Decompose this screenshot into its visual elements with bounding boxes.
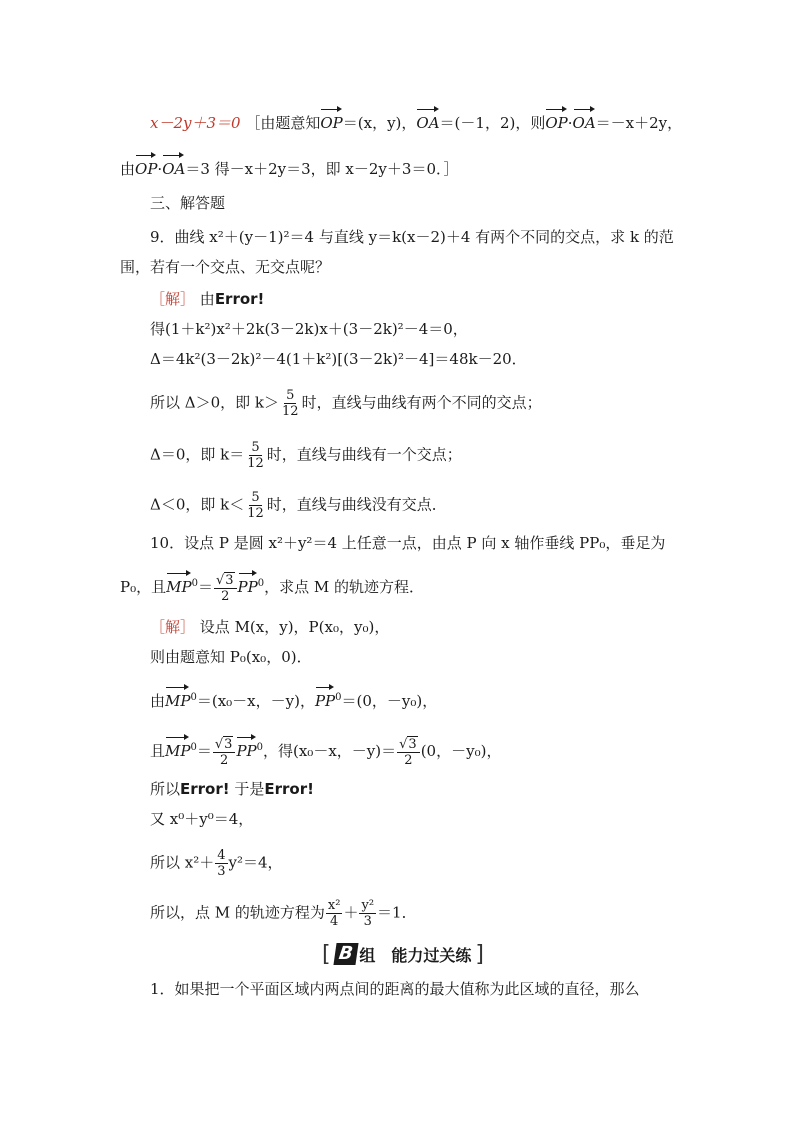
fraction: $\frac{\text{x²}}{4}$ [327, 898, 341, 929]
solution-label: ［解］ [150, 618, 196, 636]
q8-answer: x－2y＋3＝0 [150, 114, 241, 132]
group-b-badge: B [333, 943, 358, 965]
vector-oa: OA [416, 106, 439, 134]
vector-pp0: PP [236, 734, 256, 762]
vector-pp0: PP [315, 684, 335, 712]
q9-text-line1: 9．曲线 x²＋(y－1)²＝4 与直线 y＝k(x－2)＋4 有两个不同的交点，求 k 的范 [150, 228, 674, 246]
q9-case-two-points: 所以 Δ＞0，即 k＞ $\frac{5}{12}$ 时，直线与曲线有两个不同的交点； [150, 388, 542, 419]
section-heading: 三、解答题 [150, 194, 226, 212]
q9-case-one-point: Δ＝0，即 k＝ $\frac{5}{12}$ 时，直线与曲线有一个交点； [150, 440, 462, 471]
q10-solution-start: ［解］ 设点 M(x，y)，P(x₀，y₀)， [150, 618, 390, 636]
q10-final: 所以，点 M 的轨迹方程为 $\frac{\text{x²}}{4}$ ＋ $\frac{\text{y²}}{3}$ ＝1． [150, 898, 417, 929]
error-placeholder: Error! [264, 780, 314, 798]
fraction-sqrt3-over-2: $\frac{√3}{2}$ [397, 737, 420, 768]
vector-op: OP [135, 152, 157, 180]
q10-text-line2: P₀，且$MP^0=$ $\frac{√3}{2}$ $PP^0$，求点 M 的轨迹方程． [120, 570, 424, 604]
group-b-label: 组 能力过关练 [359, 945, 472, 965]
fraction: $\frac{\text{y²}}{3}$ [361, 898, 375, 929]
vector-mp0: MP [165, 734, 190, 762]
vector-op: OP [545, 106, 567, 134]
fraction: $\frac{5}{12}$ [282, 388, 299, 419]
vector-mp0: MP [166, 570, 191, 598]
q10-step2: 则由题意知 P₀(x₀，0)． [150, 648, 312, 666]
q9-solution-start: ［解］ 由Error! [150, 290, 265, 308]
solution-label: ［解］ [150, 290, 196, 308]
q10-step5: 所以Error! 于是Error! [150, 780, 314, 798]
fraction-sqrt3-over-2: $\frac{√3}{2}$ [214, 573, 237, 604]
q10-step4: 且$MP^0=$ $\frac{√3}{2}$ $PP^0$，得(x₀－x，－y)＝ $\frac{√3}{2}$ (0，－y₀)， [150, 734, 501, 768]
q10-step3: 由$MP^0=(x_0-x$，－y)，$PP^0=(0$，－y₀)， [150, 684, 437, 712]
group-b-header: [ B 组 能力过关练 ] [322, 941, 484, 967]
q9-text-line2: 围，若有一个交点、无交点呢？ [120, 258, 331, 276]
q10-step6: 又 x⁰＋y⁰＝4， [150, 810, 254, 828]
vector-oa: OA [573, 106, 596, 134]
q9-eq2: Δ＝4k²(3－2k)²－4(1＋k²)[(3－2k)²－4]＝48k－20． [150, 350, 527, 368]
fraction: $\frac{5}{12}$ [247, 440, 264, 471]
q8-answer-line: x－2y＋3＝0 ［由题意知OP＝(x，y)，OA＝(－1，2)，则OP·OA＝－x＋2y， [150, 106, 682, 134]
b-q1-text: 1．如果把一个平面区域内两点间的距离的最大值称为此区域的直径，那么 [150, 980, 640, 998]
error-placeholder: Error! [214, 290, 265, 308]
vector-op: OP [320, 106, 342, 134]
q10-step7: 所以 x²＋ $\frac{4}{3}$ y²＝4， [150, 848, 283, 879]
vector-oa: OA [162, 152, 185, 180]
fraction: $\frac{4}{3}$ [217, 848, 226, 879]
q9-case-no-point: Δ＜0，即 k＜ $\frac{5}{12}$ 时，直线与曲线没有交点． [150, 490, 447, 521]
vector-pp0: PP [238, 570, 258, 598]
q8-hint-line2: 由OP·OA＝3 得－x＋2y＝3，即 x－2y＋3＝0．］ [120, 152, 459, 180]
error-placeholder: Error! [180, 780, 230, 798]
q9-eq1: 得(1＋k²)x²＋2k(3－2k)x＋(3－2k)²－4＝0， [150, 320, 468, 338]
q10-text-line1: 10．设点 P 是圆 x²＋y²＝4 上任意一点，由点 P 向 x 轴作垂线 PP₀，垂足为 [150, 534, 666, 552]
vector-mp0: MP [165, 684, 190, 712]
fraction: $\frac{5}{12}$ [247, 490, 264, 521]
fraction-sqrt3-over-2: $\frac{√3}{2}$ [213, 737, 236, 768]
